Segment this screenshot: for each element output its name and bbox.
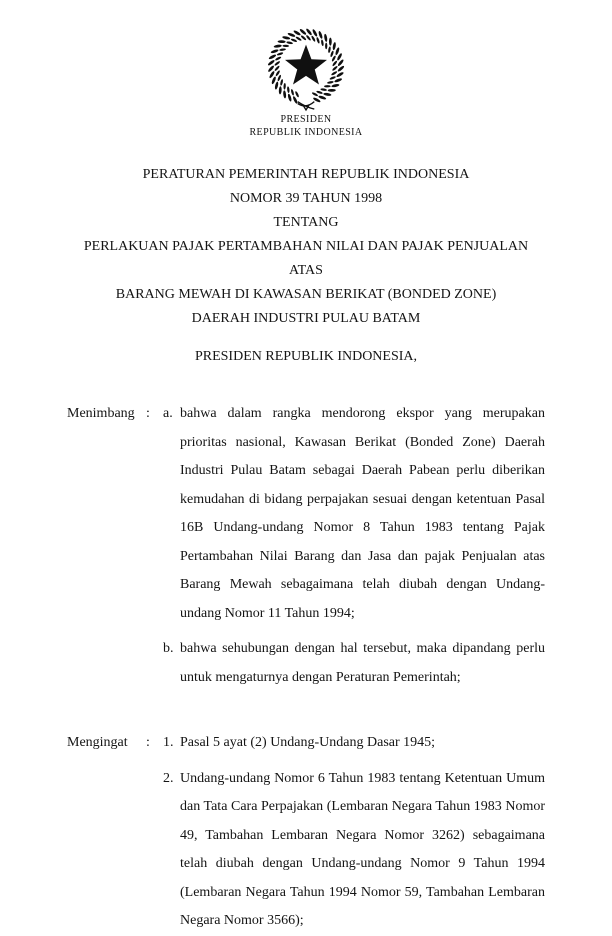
letterhead-line-republik: REPUBLIK INDONESIA: [249, 126, 363, 138]
title-line-number: NOMOR 39 TAHUN 1998: [229, 191, 383, 206]
section-mengingat: [67, 729, 545, 936]
letterhead: [67, 114, 545, 139]
star-icon: [285, 45, 327, 85]
ribbon-bow-icon: [298, 102, 315, 110]
item-text: Pasal 5 ayat (2) Undang-Undang Dasar 1945;: [180, 735, 436, 750]
title-line-subject-3: DAERAH INDUSTRI PULAU BATAM: [191, 311, 421, 326]
letterhead-line-presiden: PRESIDEN: [280, 114, 332, 125]
clause-item-1: [163, 729, 545, 758]
section-colon: :: [146, 406, 150, 421]
title-line-subject-1: PERLAKUAN PAJAK PERTAMBAHAN NILAI DAN PAJAK PENJUALAN ATAS: [83, 239, 529, 278]
section-items: [163, 729, 545, 936]
clause-item-a: [163, 400, 545, 628]
title-line-regulation: PERATURAN PEMERINTAH REPUBLIK INDONESIA: [142, 167, 470, 182]
item-marker: 1.: [163, 735, 174, 750]
item-marker: b.: [163, 641, 174, 656]
presidential-seal: [67, 26, 545, 112]
item-marker: a.: [163, 406, 173, 421]
item-text: bahwa dalam rangka mendorong ekspor yang merupakan prioritas nasional, Kawasan Berikat (Bonded Zone) Daerah Industri Pulau Batam sebagai Daerah Pabean perlu diberikan kemudahan di bidang perpajakan sesuai dengan ketentuan Pasal 16B Undang-undang Nomor 8 Tahun 1983 tentang Pajak Pertambahan Nilai Barang dan Jasa dan pajak Penjualan atas Barang Mewah sebagaimana telah diubah dengan Undang-undang Nomor 11 Tahun 1994;: [180, 406, 545, 621]
title-line-subject-2: BARANG MEWAH DI KAWASAN BERIKAT (BONDED ZONE): [115, 287, 497, 302]
item-marker: 2.: [163, 770, 174, 786]
section-items: [163, 400, 545, 692]
item-text: Undang-undang Nomor 6 Tahun 1983 tentang Ketentuan Umum dan Tata Cara Perpajakan (Lembaran Negara Tahun 1983 Nomor 49, Tambahan Lembaran Negara Nomor 3262) sebagaimana telah diubah dengan Undang-undang Nomor 9 Tahun 1994 (Lembaran Negara Tahun 1994 Nomor 59, Tambahan Lembaran Negara Nomor 3566);: [180, 770, 545, 928]
title-line-tentang: TENTANG: [273, 215, 339, 230]
title-block: [67, 163, 545, 331]
section-colon: :: [146, 735, 150, 750]
item-text: bahwa sehubungan dengan hal tersebut, maka dipandang perlu untuk mengaturnya dengan Peraturan Pemerintah;: [180, 641, 545, 685]
salutation: PRESIDEN REPUBLIK INDONESIA,: [194, 349, 418, 364]
section-label: Menimbang: [67, 406, 135, 421]
section-label: Mengingat: [67, 735, 128, 750]
clause-item-2: [163, 765, 545, 936]
section-menimbang: [67, 400, 545, 692]
clause-item-b: [163, 635, 545, 692]
star-wreath-emblem-icon: [260, 26, 352, 112]
